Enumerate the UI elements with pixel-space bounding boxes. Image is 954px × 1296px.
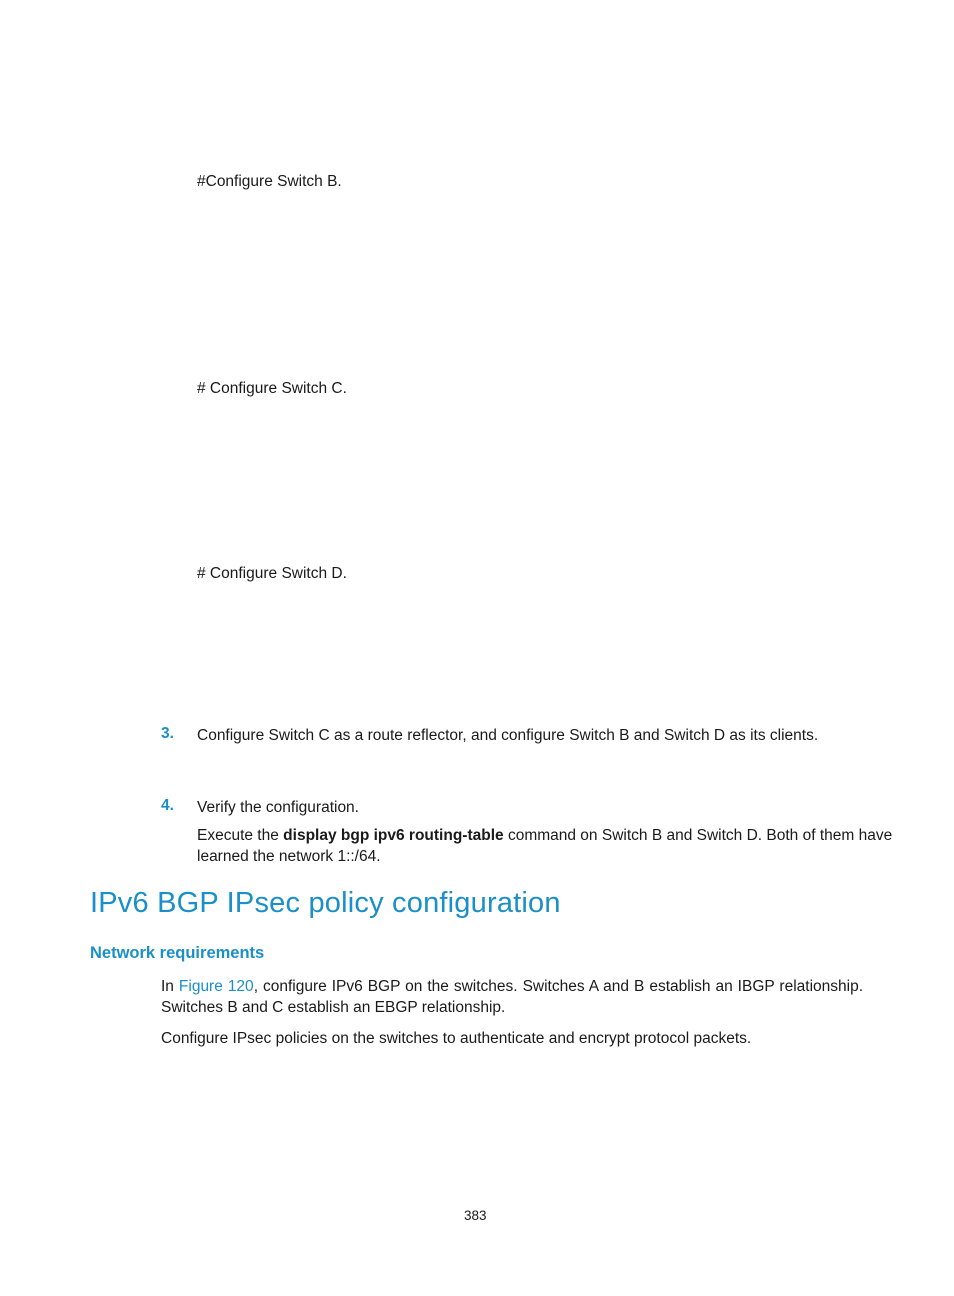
requirements-paragraph-1 — [161, 976, 863, 1018]
step-3-text: Configure Switch C as a route reflector, and configure Switch B and Switch D as its clients. — [197, 727, 819, 744]
requirements-paragraph-2: Configure IPsec policies on the switches to authenticate and encrypt protocol packets. — [161, 1030, 752, 1047]
verify-paragraph — [197, 825, 892, 846]
verify-command: display bgp ipv6 routing-table — [283, 827, 504, 844]
configure-switch-d-text: # Configure Switch D. — [197, 565, 347, 582]
section-heading: IPv6 BGP IPsec policy configuration — [90, 887, 561, 919]
verify-prefix: Execute the — [197, 827, 284, 844]
subsection-heading: Network requirements — [90, 944, 265, 962]
step-4-text: Verify the configuration. — [197, 799, 359, 816]
configure-switch-c-text: # Configure Switch C. — [197, 380, 347, 397]
step-4-number: 4. — [161, 797, 174, 814]
verify-line-2: learned the network 1::/64. — [197, 848, 381, 865]
configure-switch-b-text: #Configure Switch B. — [197, 173, 342, 190]
requirements-p1-prefix: In — [161, 978, 179, 995]
requirements-p1-suffix: , configure IPv6 BGP on the switches. Switches A and B establish an IBGP relationship. Switches B and C establish an EBGP relationship. — [161, 978, 863, 1016]
verify-suffix: command on Switch B and Switch D. Both of them have — [503, 827, 893, 844]
figure-120-link[interactable]: Figure 120 — [178, 978, 254, 995]
page-number: 383 — [464, 1208, 487, 1223]
step-3-number: 3. — [161, 725, 174, 742]
